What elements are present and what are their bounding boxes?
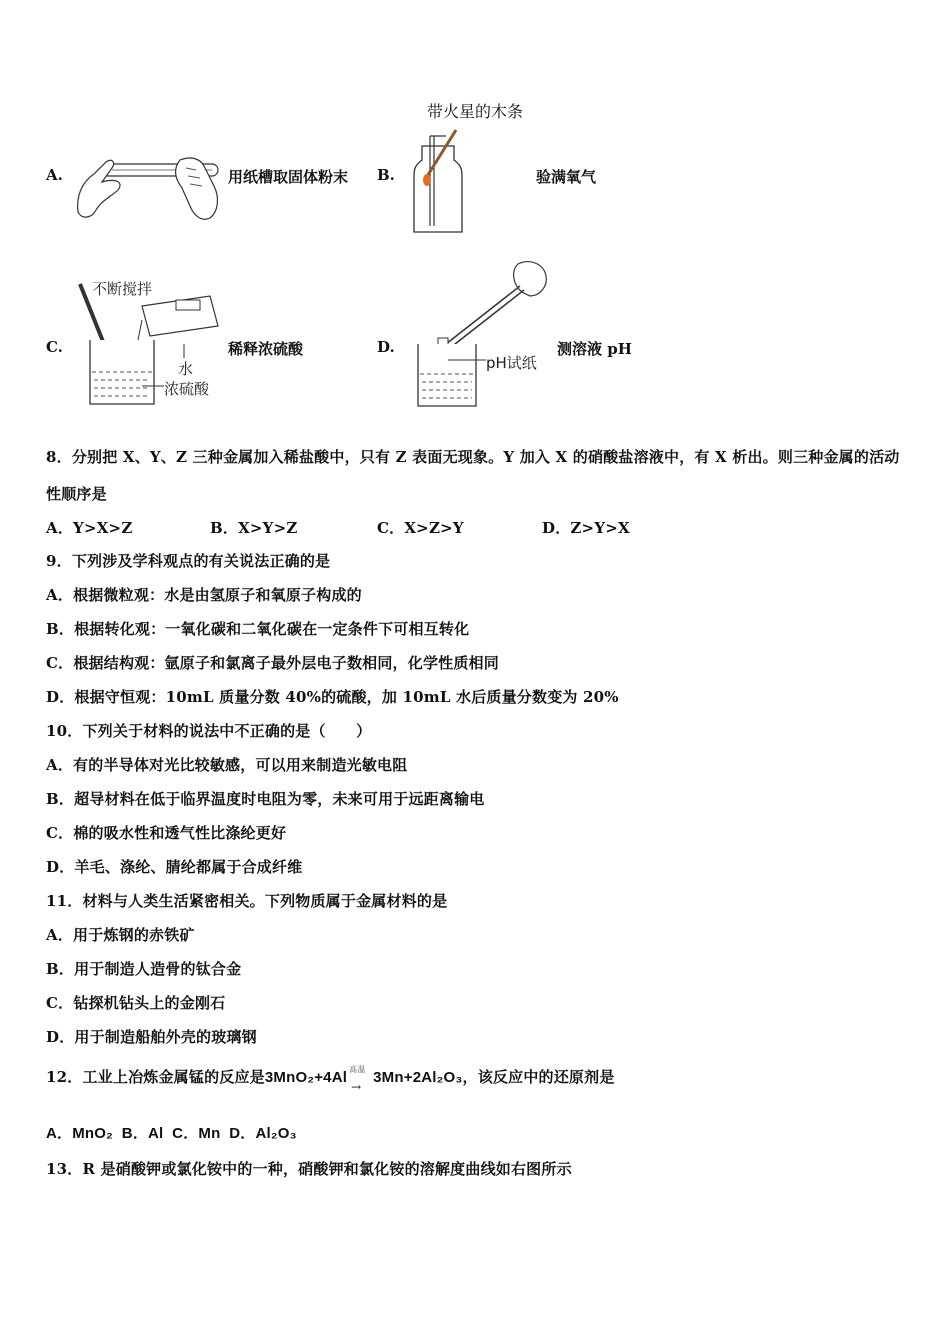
q10-option-a: A．有的半导体对光比较敏感，可以用来制造光敏电阻 <box>46 756 408 774</box>
ember-icon <box>423 174 431 186</box>
q10-option-b: B．超导材料在低于临界温度时电阻为零，未来可用于远距离输电 <box>46 790 485 808</box>
reaction-arrow <box>347 1065 373 1094</box>
q11-stem: 11．材料与人类生活紧密相关。下列物质属于金属材料的是 <box>46 892 448 910</box>
q10-option-d: D．羊毛、涤纶、腈纶都属于合成纤维 <box>46 858 303 876</box>
q9-option-d: D．根据守恒观：10mL 质量分数 40%的硫酸，加 10mL 水后质量分数变为 20% <box>46 688 619 706</box>
ph-test-illustration <box>410 256 552 410</box>
q10-stem: 10．下列关于材料的说法中不正确的是（ ） <box>46 722 372 740</box>
q12-suffix: ，该反应中的还原剂是 <box>462 1068 615 1086</box>
q8-option-d: D．Z>Y>X <box>542 519 630 537</box>
option-a-caption: 用纸槽取固体粉末 <box>228 168 349 186</box>
q9-option-b: B．根据转化观：一氧化碳和二氧化碳在一定条件下可相互转化 <box>46 620 470 638</box>
q12-prefix: 12．工业上冶炼金属锰的反应是 <box>46 1068 265 1086</box>
q12-option-b: B．Al <box>121 1125 164 1142</box>
q10-option-c: C．棉的吸水性和透气性比涤纶更好 <box>46 824 287 842</box>
option-d-caption: 测溶液 pH <box>557 340 632 358</box>
q9-option-c: C．根据结构观：氩原子和氯离子最外层电子数相同，化学性质相同 <box>46 654 499 672</box>
bottle-label <box>176 300 200 310</box>
q11-option-d: D．用于制造船舶外壳的玻璃钢 <box>46 1028 257 1046</box>
q8-option-a: A．Y>X>Z <box>46 519 133 537</box>
hand <box>514 262 547 296</box>
q9-option-a: A．根据微粒观：水是由氢原子和氧原子构成的 <box>46 586 362 604</box>
q12-products: 3Mn+2Al₂O₃ <box>373 1069 463 1086</box>
pour-stream <box>138 320 142 340</box>
reaction-condition: 高温 <box>349 1065 366 1074</box>
tweezers-arm-2 <box>450 290 524 348</box>
q8-option-c: C．X>Z>Y <box>377 519 464 537</box>
q12-option-d: D．Al₂O₃ <box>229 1125 297 1142</box>
option-a-letter: A. <box>46 166 63 184</box>
ph-paper-label: pH试纸 <box>486 354 537 372</box>
q12-reactants: 3MnO₂+4Al <box>264 1069 348 1086</box>
q13-stem: 13．R 是硝酸钾或氯化铵中的一种，硝酸钾和氯化铵的溶解度曲线如右图所示 <box>46 1160 572 1178</box>
q12-option-c: C．Mn <box>172 1125 221 1142</box>
q12-option-a: A．MnO₂ <box>46 1125 114 1142</box>
paper-trough-illustration <box>72 152 228 224</box>
q11-option-a: A．用于炼钢的赤铁矿 <box>46 926 195 944</box>
option-c-letter: C. <box>46 338 63 356</box>
q9-stem: 9．下列涉及学科观点的有关说法正确的是 <box>46 552 331 570</box>
dilute-acid-illustration <box>72 274 232 410</box>
q8-stem-line1: 8．分别把 X、Y、Z 三种金属加入稀盐酸中，只有 Z 表面无现象。Y 加入 X 的硝酸盐溶液中，有 X 析出。则三种金属的活动 <box>46 448 900 466</box>
q8-option-b: B．X>Y>Z <box>210 519 298 537</box>
arrow-icon: → <box>351 1080 362 1094</box>
tweezers-arm-1 <box>446 286 520 344</box>
acid-label: 浓硫酸 <box>164 380 210 398</box>
q11-option-c: C．钻探机钻头上的金刚石 <box>46 994 226 1012</box>
option-d-letter: D. <box>377 338 395 356</box>
option-b-caption: 验满氧气 <box>536 168 597 186</box>
oxygen-bottle-illustration <box>400 126 470 236</box>
option-c-caption: 稀释浓硫酸 <box>228 340 304 358</box>
beaker <box>418 344 476 406</box>
water-label: 水 <box>178 360 194 378</box>
q11-option-b: B．用于制造人造骨的钛合金 <box>46 960 242 978</box>
q12-options <box>46 1122 297 1143</box>
stir-label: 不断搅拌 <box>92 280 153 298</box>
q8-stem-line2: 性顺序是 <box>46 485 107 503</box>
splint-label: 带火星的木条 <box>427 102 524 121</box>
q12-stem <box>46 1065 615 1094</box>
option-b-letter: B. <box>377 166 395 184</box>
